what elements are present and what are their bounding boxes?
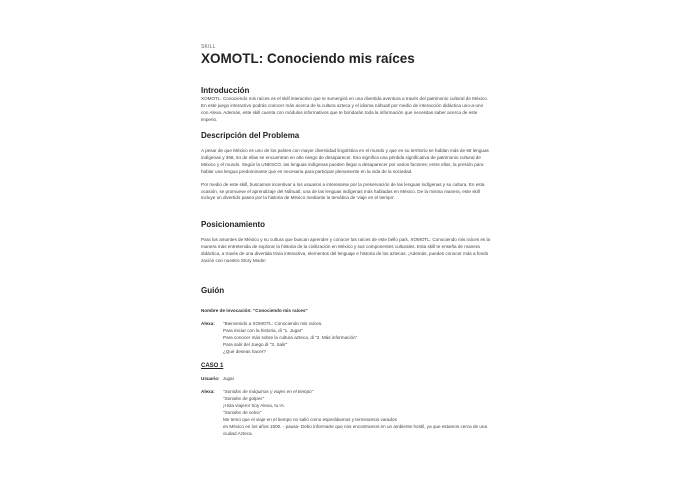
speaker-label: Alexa:	[201, 389, 215, 395]
eyebrow-label: SKILL	[201, 44, 216, 50]
dialogue-line: Para iniciar con la historia, di "1. Jugar"	[223, 327, 303, 333]
dialogue-line: ¡Hola viajero! Soy Alexa, tu IA.	[223, 403, 286, 409]
dialogue-line: ¿Qué deseas hacer?	[223, 348, 266, 354]
section-heading: Introducción	[201, 86, 250, 95]
speaker-label: Alexa:	[201, 320, 215, 326]
section-problem	[201, 131, 491, 202]
section-heading: Guión	[201, 286, 225, 295]
dialogue-line: Para conocer más sobre la cultura azteca, di "2. Más información"	[223, 334, 358, 340]
speaker-label: Usuario:	[201, 376, 220, 382]
dialogue-text: Jugar	[222, 376, 235, 382]
section-heading: Descripción del Problema	[201, 131, 300, 140]
invocation-name: Nombre de invocación: "Conociendo mis raíces"	[201, 308, 308, 313]
alexa-dialogue	[201, 389, 491, 437]
alexa-dialogue	[201, 321, 491, 356]
dialogue-line: Para salir del Juego di "3. Salir"	[223, 341, 288, 347]
section-body: Por medio de este skill, buscamos incentivar a los usuarios a interesarse por la preservación de las lenguas indígenas y su cultura. En esta ocasión, se promueve el aprendizaje del Náhuatl, una de las lenguas indígenas más habladas en México. De la misma manera, este skill incluye un divertido paseo por la historia de México mediante la temática de 'viaje en el tiempo'.	[201, 181, 485, 201]
section-script	[201, 286, 491, 438]
dialogue-line: "Sonidos de selva"	[223, 410, 262, 416]
section-body: XOMOTL: Conociendo mis raíces es el skill interactivo que te sumergirá en una divertida aventura a través del patrimonio cultural de México. En este juego interactivo podrás conocer más acerca de la cultura azteca y el idioma náhuatl por medio de interacción didáctica uno-a-uno con Alexa. Además, este skill cuenta con módulos informativos que te brindarán toda la información que necesitas saber acerca de este imperio.	[201, 96, 488, 122]
page-title: XOMOTL: Conociendo mis raíces	[201, 51, 415, 66]
dialogue-text	[223, 389, 491, 437]
dialogue-line: Me temo que el viaje en el tiempo no salió como esperábamos y terminamos varados	[223, 416, 397, 422]
case-title: CASO 1	[201, 363, 224, 370]
dialogue-line: "Bienvenido a XOMOTL: Conociendo mis raíces.	[223, 320, 323, 326]
user-dialogue	[201, 376, 491, 383]
section-introduction	[201, 86, 491, 124]
section-body: Para los amantes de México y su cultura que buscan aprender y conocer las raíces de este bello país, XOMOTL: Conociendo mis raíces es la manera más entretenida de explorar la historia de la civilización en México y sus componentes culturales. Esta skill te enseña de manera didáctica, a través de una divertida trivia interactiva, elementos del lenguaje e historia de los aztecas. ¡Además, puedes conocer más a fondo zación con nuestro Story Mode!	[201, 237, 491, 263]
dialogue-line: en México en los años 1500. - pausa- Debo informarte que nos encontramos en un ambiente hostil, ya que estamos cerca de una ciudad Azteca.	[223, 423, 488, 436]
document-page	[201, 44, 491, 436]
dialogue-line: "Sonidos de golpes"	[223, 396, 265, 402]
section-positioning	[201, 220, 491, 265]
section-heading: Posicionamiento	[201, 220, 266, 229]
dialogue-text	[223, 321, 491, 356]
section-body: A pesar de que México es uno de los países con mayor diversidad lingüística en el mundo y que en su territorio se hablan más de 68 lenguas indígenas y 368, 64 de ellas se encuentran en alto riesgo de desaparecer. Eso significa una pérdida significativa de patrimonio cultural de México y el mundo. Según la UNESCO, las lenguas indígenas pueden llegar a desaparecer por varios factores; entre ellos, la presión para hablar una lengua predominante que es necesaria para participar plenamente en la vida de la sociedad.	[201, 148, 489, 174]
dialogue-line: "Sonidos de máquinas y viajes en el tiempo"	[223, 389, 314, 395]
